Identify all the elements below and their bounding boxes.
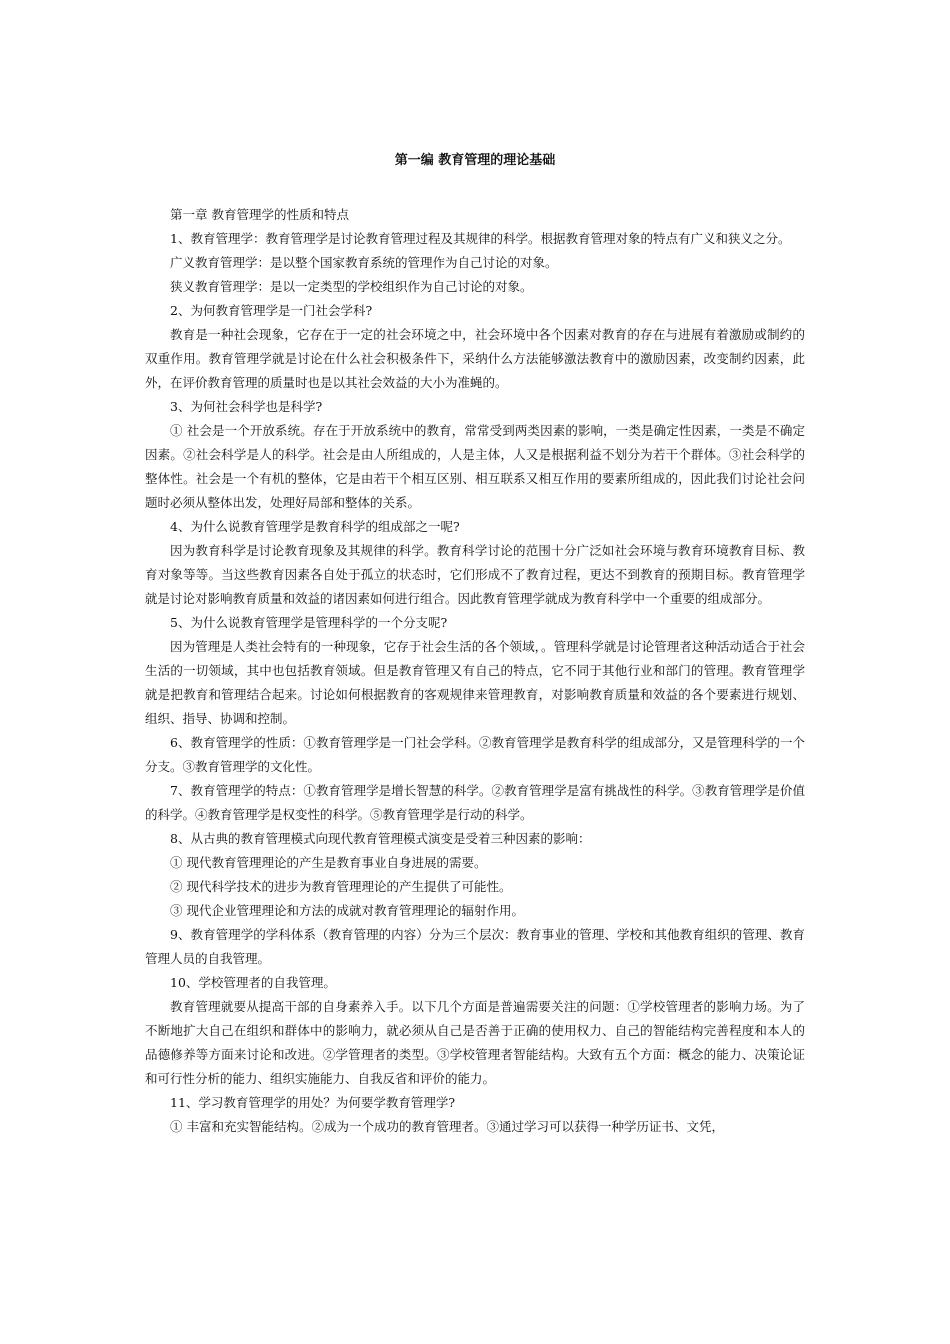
paragraph: 狭义教育管理学：是以一定类型的学校组织作为自己讨论的对象。: [170, 279, 533, 294]
paragraph: 因为管理是人类社会特有的一种现象，它存于社会生活的各个领域，。管理科学就是讨论管理者这种活动适合于社会生活的一切领域，其中也包括教育领域。但是教育管理又有自己的特点，它不同于其他行业和部门的管理。教育管理学就是把教育和管理结合起来。讨论如何根据教育的客观规律来管理教育，对影响教育质量和效益的各个要素进行规划、组织、指导、协调和控制。: [145, 639, 805, 726]
paragraph: 8、从古典的教育管理模式向现代教育管理模式演变是受着三种因素的影响：: [170, 831, 591, 846]
page-title: 第一编 教育管理的理论基础: [394, 153, 556, 168]
paragraph: 1、教育管理学：教育管理学是讨论教育管理过程及其规律的科学。根据教育管理对象的特点有广义和狭义之分。: [170, 231, 791, 246]
question-heading: 5、为什么说教育管理学是管理科学的一个分支呢?: [170, 615, 448, 630]
paragraph: 9、教育管理学的学科体系（教育管理的内容）分为三个层次：教育事业的管理、学校和其他教育组织的管理、教育管理人员的自我管理。: [145, 927, 805, 966]
list-item: ③ 现代企业管理理论和方法的成就对教育管理理论的辐射作用。: [170, 903, 524, 918]
chapter-heading: 第一章 教育管理学的性质和特点: [170, 207, 349, 222]
paragraph: ① 社会是一个开放系统。存在于开放系统中的教育，常常受到两类因素的影响，一类是确定性因素，一类是不确定因素。②社会科学是人的科学。社会是由人所组成的，人是主体，人又是根据利益不划分为若干个群体。③社会科学的整体性。社会是一个有机的整体，它是由若干个相互区别、相互联系又相互作用的要素所组成的，因此我们讨论社会问题时必须从整体出发，处理好局部和整体的关系。: [145, 423, 805, 510]
question-heading: 2、为何教育管理学是一门社会学科?: [170, 303, 373, 318]
question-heading: 11、学习教育管理学的用处？为何要学教育管理学?: [170, 1095, 456, 1110]
paragraph: 因为教育科学是讨论教育现象及其规律的科学。教育科学讨论的范围十分广泛如社会环境与教育环境教育目标、教育对象等等。当这些教育因素各自处于孤立的状态时，它们形成不了教育过程，更达不到教育的预期目标。教育管理学就是讨论对影响教育质量和效益的诸因素如何进行组合。因此教育管理学就成为教育科学中一个重要的组成部分。: [145, 543, 805, 606]
paragraph: 7、教育管理学的特点：①教育管理学是增长智慧的科学。②教育管理学是富有挑战性的科学。③教育管理学是价值的科学。④教育管理学是权变性的科学。⑤教育管理学是行动的科学。: [145, 783, 805, 822]
paragraph: 教育是一种社会现象，它存在于一定的社会环境之中，社会环境中各个因素对教育的存在与进展有着激励或制约的双重作用。教育管理学就是讨论在什么社会积极条件下，采纳什么方法能够激法教育中的激励因素，改变制约因素，此外，在评价教育管理的质量时也是以其社会效益的大小为准蝇的。: [145, 327, 805, 390]
question-heading: 3、为何社会科学也是科学?: [170, 399, 323, 414]
list-item: ① 现代教育管理理论的产生是教育事业自身进展的需要。: [170, 855, 487, 870]
question-heading: 4、为什么说教育管理学是教育科学的组成部之一呢?: [170, 519, 460, 534]
paragraph: ① 丰富和充实智能结构。②成为一个成功的教育管理者。③通过学习可以获得一种学历证书、文凭，: [170, 1119, 724, 1134]
paragraph: 教育管理就要从提高干部的自身素养入手。以下几个方面是普遍需要关注的问题：①学校管理者的影响力场。为了不断地扩大自己在组织和群体中的影响力，就必须从自己是否善于正确的使用权力、自己的智能结构完善程度和本人的品德修养等方面来讨论和改进。②学管理者的类型。③学校管理者智能结构。大致有五个方面：概念的能力、决策论证和可行性分析的能力、组织实施能力、自我反省和评价的能力。: [145, 999, 805, 1086]
paragraph: 6、教育管理学的性质：①教育管理学是一门社会学科。②教育管理学是教育科学的组成部分，又是管理科学的一个分支。③教育管理学的文化性。: [145, 735, 805, 774]
document-body: [145, 203, 805, 1139]
list-item: ② 现代科学技术的进步为教育管理理论的产生提供了可能性。: [170, 879, 512, 894]
paragraph: 广义教育管理学：是以整个国家教育系统的管理作为自己讨论的对象。: [170, 255, 558, 270]
question-heading: 10、学校管理者的自我管理。: [170, 975, 336, 990]
